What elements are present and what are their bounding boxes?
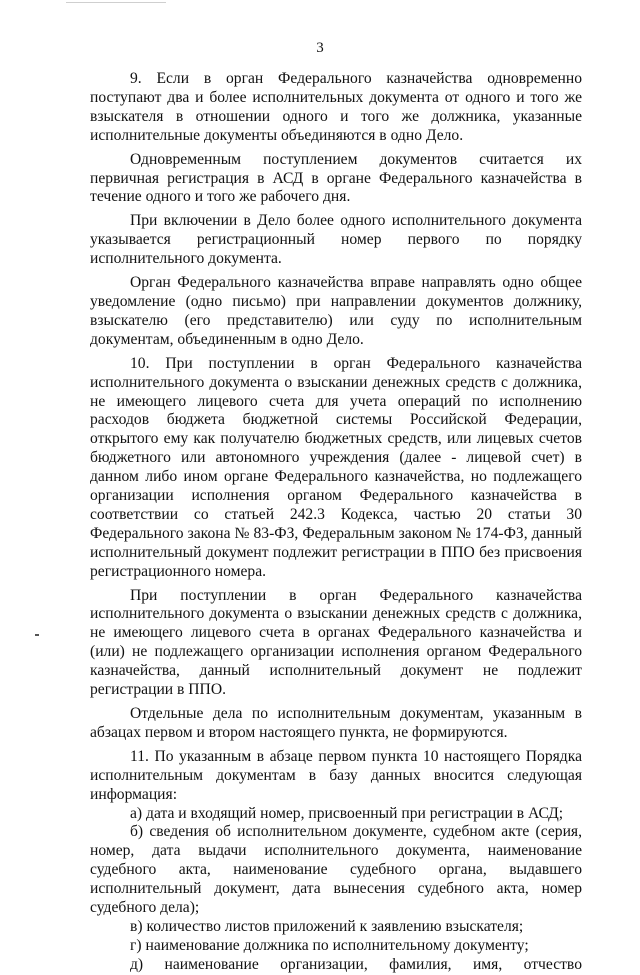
paragraph-10: 10. При поступлении в орган Федерального казначейства исполнительного документа о взыскании денежных средств с должника, не имеющего лицевого счета для учета операций по исполнению расходов бюджета бюджетной системы Российской Федерации, открытого ему как получателю бюджетных средств, или лицевых счетов бюджетного или автономного учреждения (далее - лицевой счет) в данном либо ином органе Федерального казначейства, но подлежащего организации исполнения органом Федерального казначейства в соответствии со статьей 242.3 Кодекса, частью 20 статьи 30 Федерального закона № 83-ФЗ, Федеральным законом № 174-ФЗ, данный исполнительный документ подлежит регистрации в ППО без присвоения регистрационного номера.: [90, 354, 582, 580]
margin-mark: [35, 634, 39, 636]
paragraph-11: 11. По указанным в абзаце первом пункта 10 настоящего Порядка исполнительным документам в базу данных вносится следующая информация:: [90, 747, 582, 803]
scan-edge-mark: [66, 2, 166, 3]
list-item-g: г) наименование должника по исполнительному документу;: [130, 936, 529, 954]
paragraph-single-notification: Орган Федерального казначейства вправе направлять одно общее уведомление (одно письмо) при направлении документов должнику, взыскателю (его представителю) или суду по исполнительным документам, объединенным в одно Дело.: [90, 274, 582, 348]
paragraph-separate-cases: Отдельные дела по исполнительным документам, указанным в абзацах первом и втором настоящего пункта, не формируются.: [90, 705, 582, 741]
list-item-d: д) наименование организации, фамилия, имя, отчество: [130, 955, 582, 973]
list-item-a: а) дата и входящий номер, присвоенный при регистрации в АСД;: [130, 804, 564, 822]
paragraph-simultaneous-receipt: Одновременным поступлением документов считается их первичная регистрация в АСД в органе Федерального казначейства в течение одного и того же рабочего дня.: [90, 150, 582, 206]
paragraph-9: 9. Если в орган Федерального казначейства одновременно поступают два и более исполнительных документа от одного и того же взыскателя в отношении одного и того же должника, указанные исполнительные документы объединяются в одно Дело.: [90, 70, 582, 144]
paragraph-registration-number: При включении в Дело более одного исполнительного документа указывается регистрационный номер первого по порядку исполнительного документа.: [90, 212, 582, 268]
page-number: 3: [316, 40, 324, 56]
document-body: [90, 70, 582, 975]
list-item-b: б) сведения об исполнительном документе, судебном акте (серия, номер, дата выдачи исполнительного документа, наименование судебного акта, наименование судебного органа, выдавшего исполнительный документ, дата вынесения судебного акта, номер судебного дела);: [90, 823, 582, 917]
list-item-v: в) количество листов приложений к заявлению взыскателя;: [130, 917, 524, 935]
paragraph-no-account: При поступлении в орган Федерального казначейства исполнительного документа о взыскании денежных средств с должника, не имеющего лицевого счета в органах Федерального казначейства и (или) не подлежащего организации исполнения органом Федерального казначейства, данный исполнительный документ не подлежит регистрации в ППО.: [90, 586, 582, 699]
